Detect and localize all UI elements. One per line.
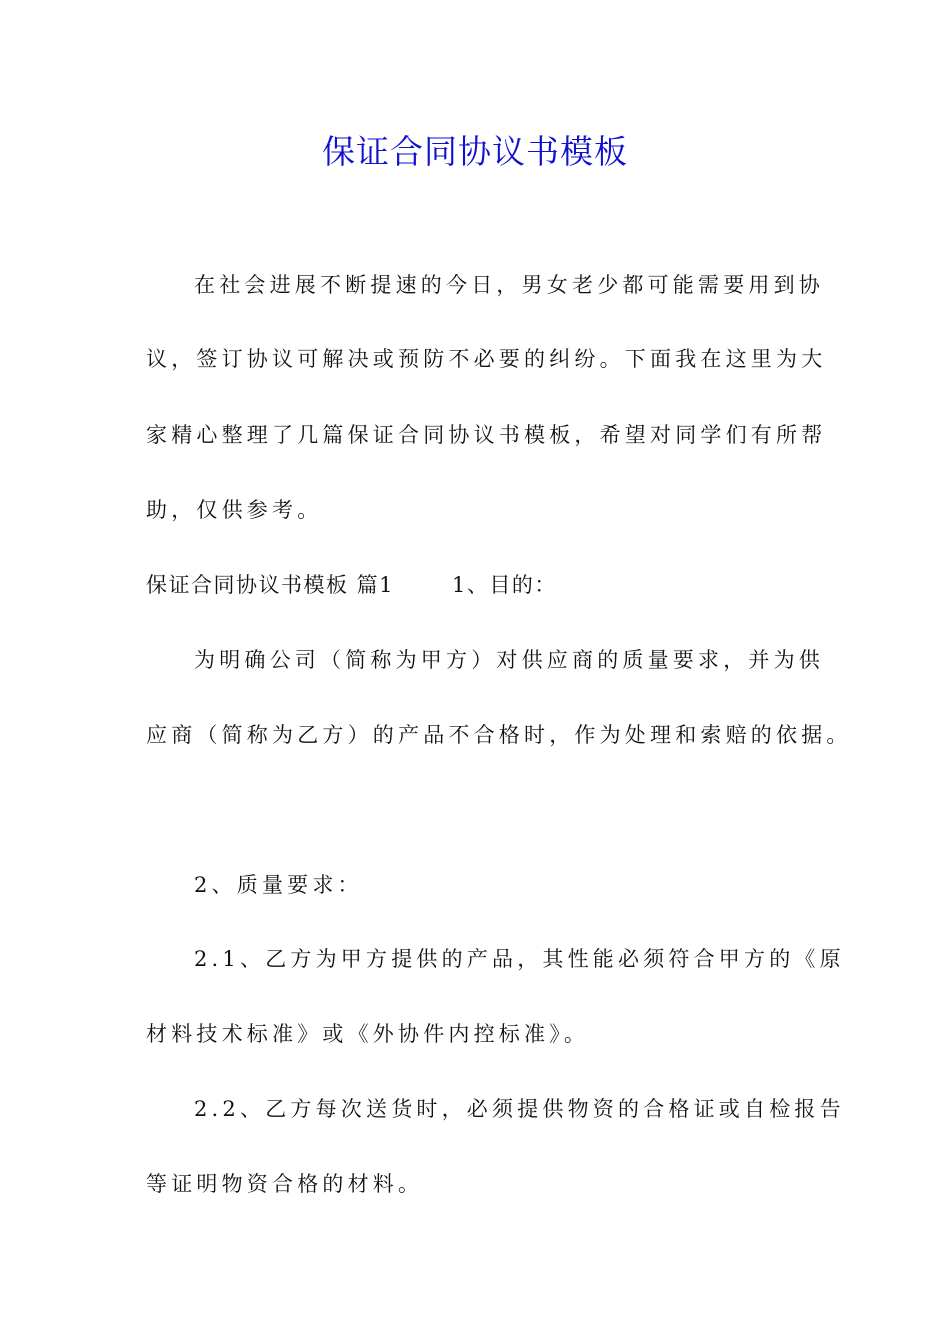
intro-line-3: 家精心整理了几篇保证合同协议书模板，希望对同学们有所帮 xyxy=(146,423,827,447)
clause-2-2-line-2: 等证明物资合格的材料。 xyxy=(146,1172,424,1196)
intro-line-2: 议，签订协议可解决或预防不必要的纠纷。下面我在这里为大 xyxy=(146,347,827,371)
purpose-line-2: 应商（简称为乙方）的产品不合格时，作为处理和索赔的依据。 xyxy=(146,723,852,747)
quality-heading: 2、质量要求： xyxy=(194,873,363,897)
purpose-line-1: 为明确公司（简称为甲方）对供应商的质量要求，并为供 xyxy=(194,648,824,672)
clause-2-2-line-1: 2.2、乙方每次送货时，必须提供物资的合格证或自检报告 xyxy=(194,1097,845,1121)
intro-line-4: 助，仅供参考。 xyxy=(146,498,323,522)
clause-2-1-line-2: 材料技术标准》或《外协件内控标准》。 xyxy=(146,1022,590,1046)
section-heading-line xyxy=(146,568,816,602)
clause-2-1-line-1: 2.1、乙方为甲方提供的产品，其性能必须符合甲方的《原 xyxy=(194,947,845,971)
document-title: 保证合同协议书模板 xyxy=(322,132,628,171)
intro-line-1: 在社会进展不断提速的今日，男女老少都可能需要用到协 xyxy=(194,273,824,297)
section-item-purpose: 1、目的： xyxy=(452,573,557,597)
section-heading: 保证合同协议书模板 篇1 xyxy=(146,573,395,597)
